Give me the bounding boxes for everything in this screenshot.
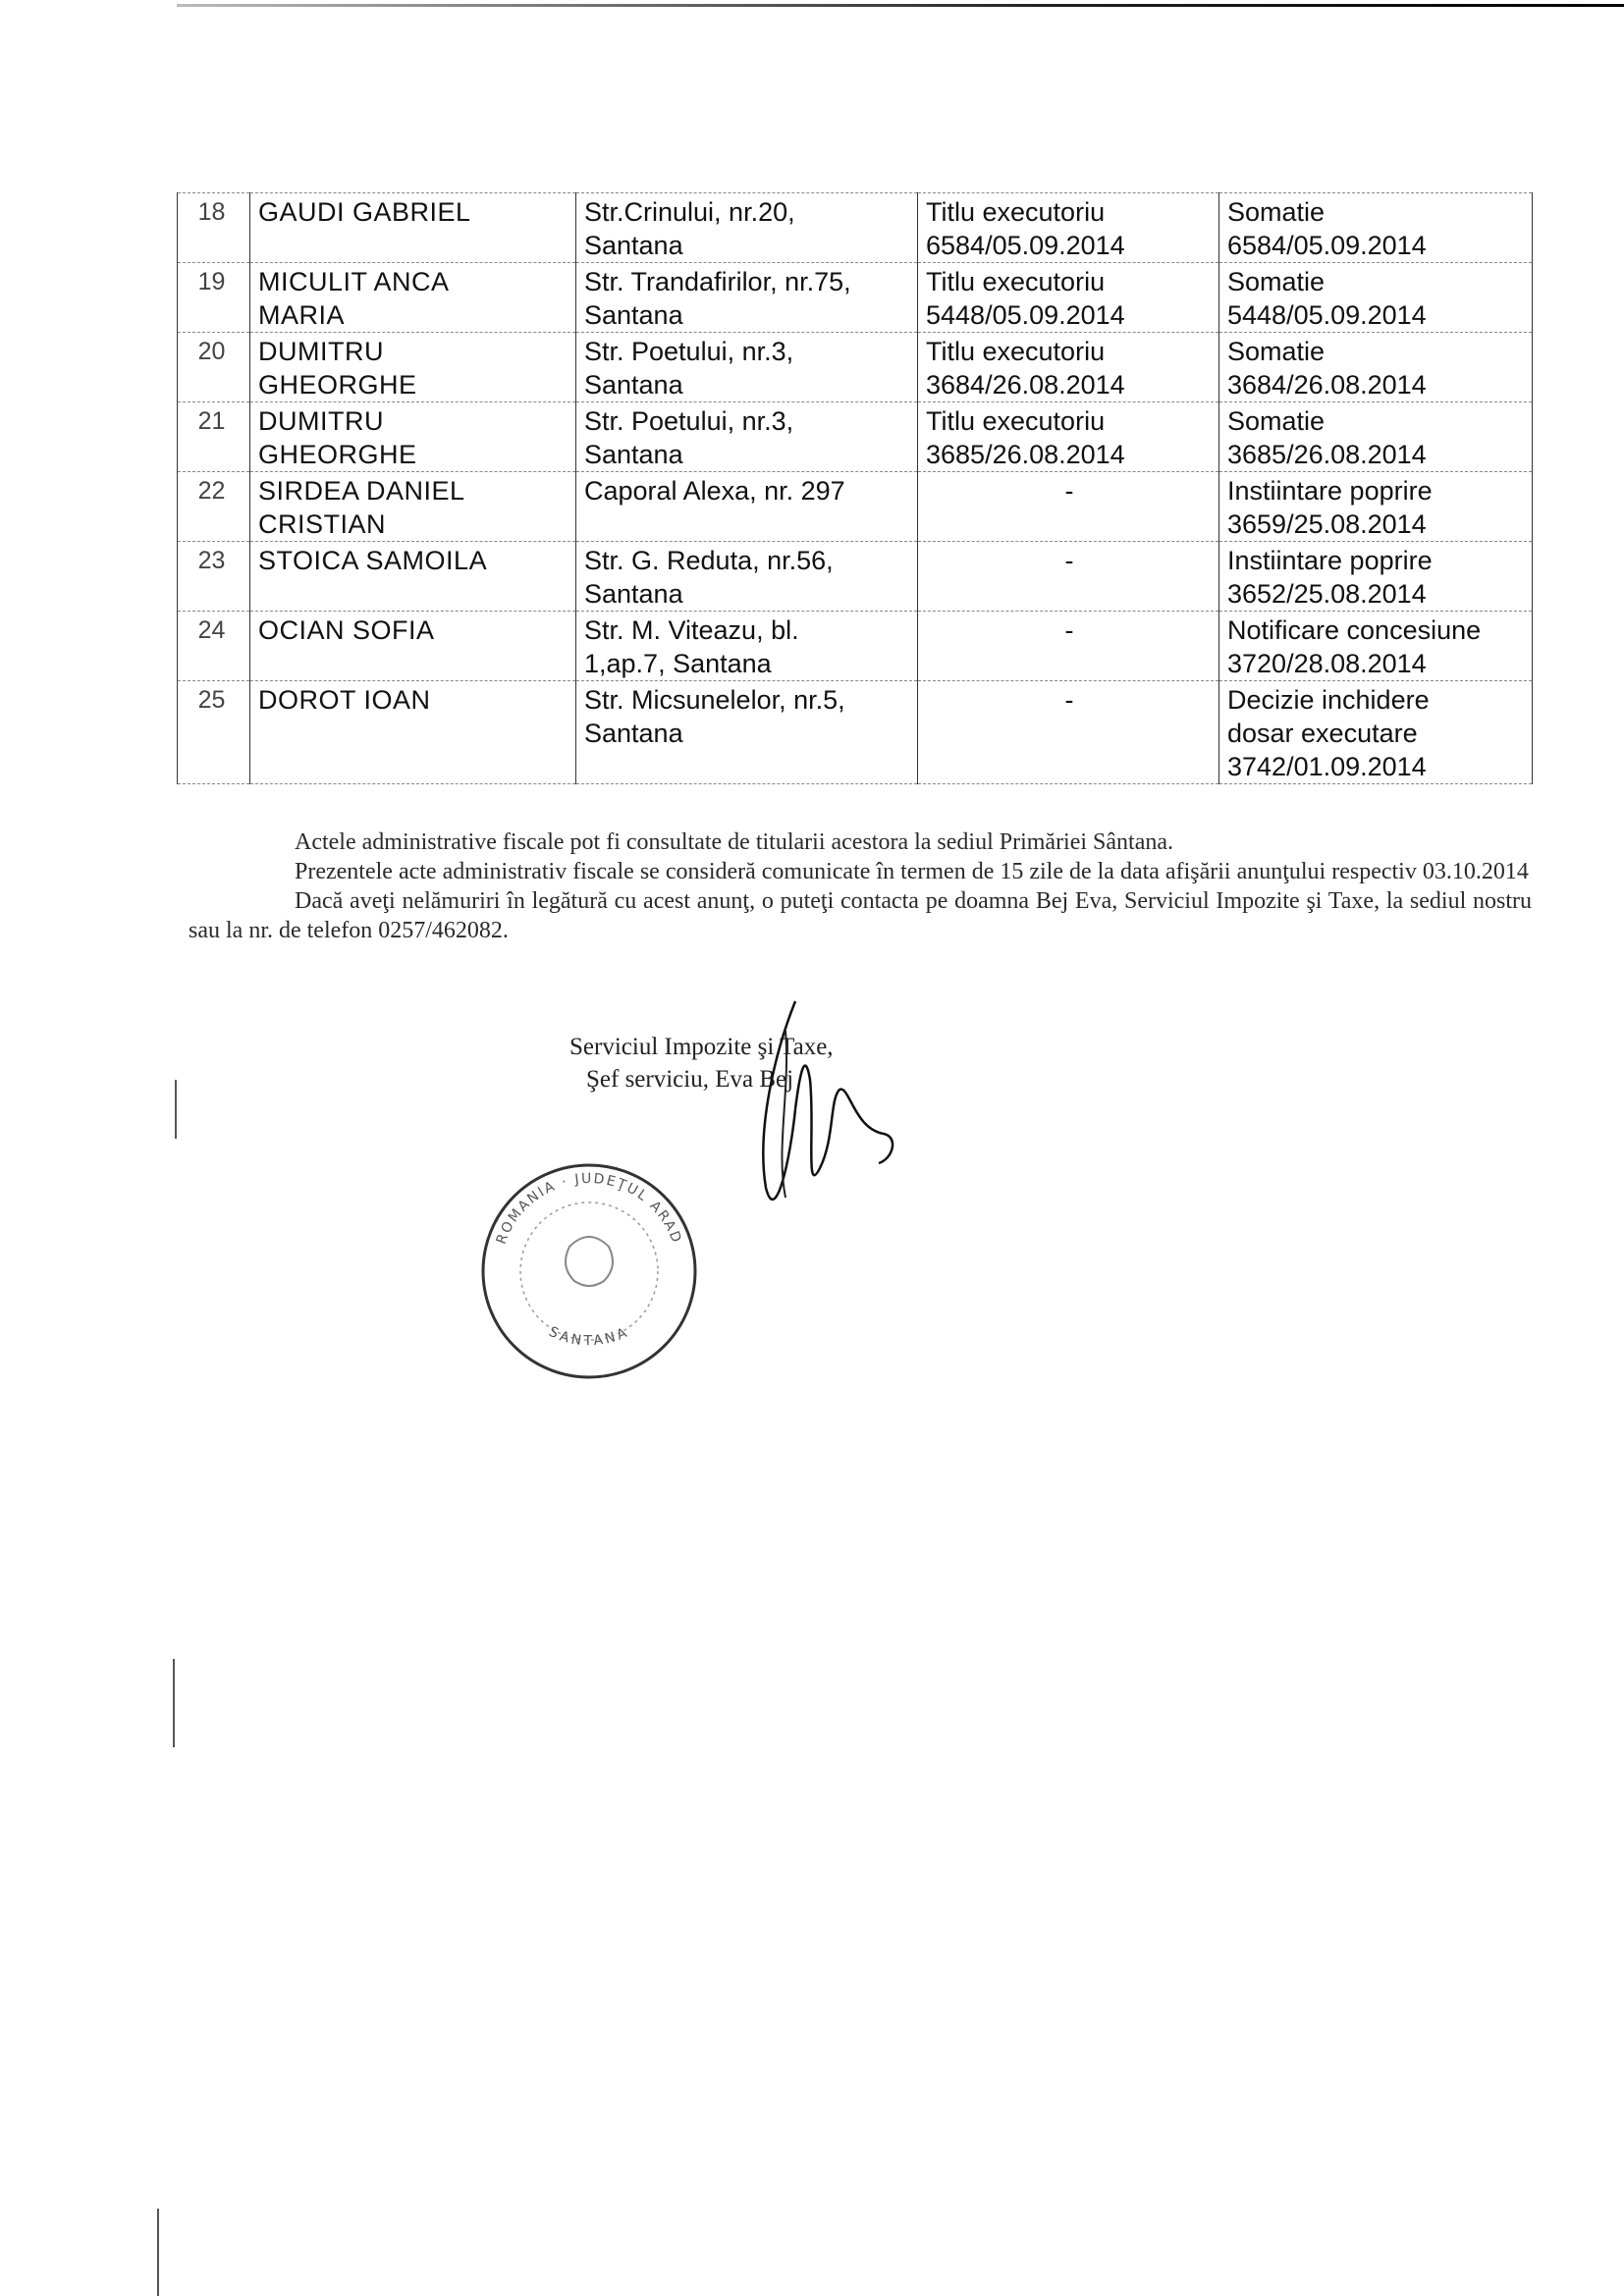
title-line: Titlu executoriu [926, 197, 1106, 227]
debtor-name-cell [250, 612, 576, 681]
stamp-text-bottom: SANTANA [546, 1323, 632, 1350]
title-line [926, 647, 1213, 680]
row-number: 18 [178, 193, 250, 263]
name-line: DUMITRU [258, 406, 384, 436]
notice-paragraph-contact: Dacă aveţi nelămuriri în legătură cu acest anunţ, o puteţi contacta pe doamna Bej Eva, Serviciul Impozite şi Taxe, la sediul nostru sau la nr. de telefon 0257/462082. [189, 888, 1532, 943]
act-line: 6584/05.09.2014 [1227, 231, 1427, 260]
table-row [178, 333, 1533, 402]
row-number: 20 [178, 333, 250, 402]
address-line: Caporal Alexa, nr. 297 [584, 476, 845, 506]
address-line: Str. Micsunelelor, nr.5, [584, 685, 845, 715]
stamp-text-top: ROMANIA · JUDEŢUL ARAD [493, 1170, 685, 1247]
debtors-table-wrapper [177, 192, 1532, 784]
title-line: Titlu executoriu [926, 406, 1106, 436]
address-cell [576, 612, 918, 681]
row-number: 25 [178, 681, 250, 784]
row-number: 22 [178, 472, 250, 542]
table-row [178, 472, 1533, 542]
title-line: 3684/26.08.2014 [926, 370, 1125, 400]
act-cell [1219, 263, 1533, 333]
address-cell [576, 402, 918, 472]
address-line: Str. M. Viteazu, bl. [584, 615, 799, 645]
act-line: 3659/25.08.2014 [1227, 509, 1427, 539]
debtor-name-cell [250, 333, 576, 402]
address-line: Santana [584, 300, 683, 330]
stamp-emblem-icon [566, 1237, 613, 1286]
act-line: Notificare concesiune [1227, 615, 1482, 645]
title-line: - [1064, 615, 1074, 645]
title-line: 3685/26.08.2014 [926, 440, 1125, 469]
scan-edge-line [177, 4, 1624, 7]
debtor-name-cell [250, 472, 576, 542]
notice-paragraph-communicated: Prezentele acte administrativ fiscale se consideră comunicate în termen de 15 zile de la data afişării anunţului respectiv 03.10.2014 [295, 859, 1529, 884]
title-line: - [1064, 685, 1074, 715]
act-line: 3720/28.08.2014 [1227, 649, 1427, 678]
notice-text [189, 828, 1532, 945]
title-cell [918, 263, 1219, 333]
act-cell [1219, 612, 1533, 681]
scan-margin-mark [157, 2209, 159, 2296]
table-row [178, 193, 1533, 263]
act-cell [1219, 542, 1533, 612]
title-line [926, 717, 1213, 750]
act-line: Somatie [1227, 406, 1326, 436]
address-cell [576, 542, 918, 612]
table-row [178, 542, 1533, 612]
address-line [584, 507, 911, 541]
address-cell [576, 472, 918, 542]
title-cell [918, 681, 1219, 784]
address-cell [576, 193, 918, 263]
title-cell [918, 333, 1219, 402]
svg-text:SANTANA [546, 1324, 631, 1349]
title-cell [918, 612, 1219, 681]
debtors-table-body [178, 193, 1533, 784]
name-line: MARIA [258, 300, 346, 330]
notice-paragraph-consult: Actele administrative fiscale pot fi consultate de titularii acestora la sediul Primăriei Sântana. [295, 829, 1174, 855]
address-cell [576, 263, 918, 333]
row-number: 21 [178, 402, 250, 472]
table-row [178, 681, 1533, 784]
act-line: 5448/05.09.2014 [1227, 300, 1427, 330]
title-line: - [1064, 546, 1074, 575]
signature-role: Şef serviciu, Eva Bej [586, 1066, 794, 1093]
title-line [926, 507, 1213, 541]
name-line: CRISTIAN [258, 509, 387, 539]
row-number: 23 [178, 542, 250, 612]
name-line: DUMITRU [258, 337, 384, 366]
act-line: Decizie inchidere [1227, 685, 1430, 715]
table-row [178, 612, 1533, 681]
debtor-name-cell [250, 263, 576, 333]
act-line: Somatie [1227, 197, 1326, 227]
title-cell [918, 193, 1219, 263]
name-line: GHEORGHE [258, 440, 417, 469]
name-line: SIRDEA DANIEL [258, 476, 465, 506]
address-line: Str. Poetului, nr.3, [584, 406, 794, 436]
name-line: OCIAN SOFIA [258, 615, 435, 645]
address-line: Santana [584, 231, 683, 260]
table-row [178, 263, 1533, 333]
act-line: Somatie [1227, 267, 1326, 296]
title-line: 5448/05.09.2014 [926, 300, 1125, 330]
name-line: DOROT IOAN [258, 685, 431, 715]
address-line: Santana [584, 719, 683, 748]
title-cell [918, 402, 1219, 472]
act-cell [1219, 402, 1533, 472]
title-line [926, 577, 1213, 611]
act-line: dosar executare [1227, 719, 1418, 748]
name-line: GHEORGHE [258, 370, 417, 400]
address-line: Str. Trandafirilor, nr.75, [584, 267, 851, 296]
debtor-name-cell [250, 542, 576, 612]
act-cell [1219, 681, 1533, 784]
address-cell [576, 681, 918, 784]
table-row [178, 402, 1533, 472]
scan-margin-mark [175, 1080, 177, 1139]
title-cell [918, 542, 1219, 612]
act-line: Somatie [1227, 337, 1326, 366]
signature-department: Serviciul Impozite şi Taxe, [569, 1034, 834, 1060]
act-cell [1219, 472, 1533, 542]
act-line: 3742/01.09.2014 [1227, 752, 1427, 781]
debtor-name-cell [250, 681, 576, 784]
scan-margin-mark [173, 1659, 175, 1747]
act-cell [1219, 333, 1533, 402]
address-line: Santana [584, 370, 683, 400]
name-line: STOICA SAMOILA [258, 546, 488, 575]
official-stamp [471, 1153, 707, 1389]
title-line: Titlu executoriu [926, 267, 1106, 296]
address-line: Str. Poetului, nr.3, [584, 337, 794, 366]
address-line: Str.Crinului, nr.20, [584, 197, 795, 227]
act-cell [1219, 193, 1533, 263]
svg-text:ROMANIA · JUDEŢUL ARAD [494, 1171, 685, 1247]
act-line: 3652/25.08.2014 [1227, 579, 1427, 609]
handwritten-signature [736, 991, 903, 1227]
act-line: Instiintare poprire [1227, 476, 1433, 506]
row-number: 24 [178, 612, 250, 681]
act-line: Instiintare poprire [1227, 546, 1433, 575]
row-number: 19 [178, 263, 250, 333]
title-line: - [1064, 476, 1074, 506]
debtors-table [177, 192, 1533, 784]
act-line: 3685/26.08.2014 [1227, 440, 1427, 469]
name-line: MICULIT ANCA [258, 267, 450, 296]
address-line: Santana [584, 440, 683, 469]
debtor-name-cell [250, 193, 576, 263]
address-line: Santana [584, 579, 683, 609]
title-line: Titlu executoriu [926, 337, 1106, 366]
name-line: GAUDI GABRIEL [258, 197, 471, 227]
address-cell [576, 333, 918, 402]
debtor-name-cell [250, 402, 576, 472]
title-line: 6584/05.09.2014 [926, 231, 1125, 260]
address-line: 1,ap.7, Santana [584, 649, 772, 678]
address-line: Str. G. Reduta, nr.56, [584, 546, 834, 575]
act-line: 3684/26.08.2014 [1227, 370, 1427, 400]
title-cell [918, 472, 1219, 542]
